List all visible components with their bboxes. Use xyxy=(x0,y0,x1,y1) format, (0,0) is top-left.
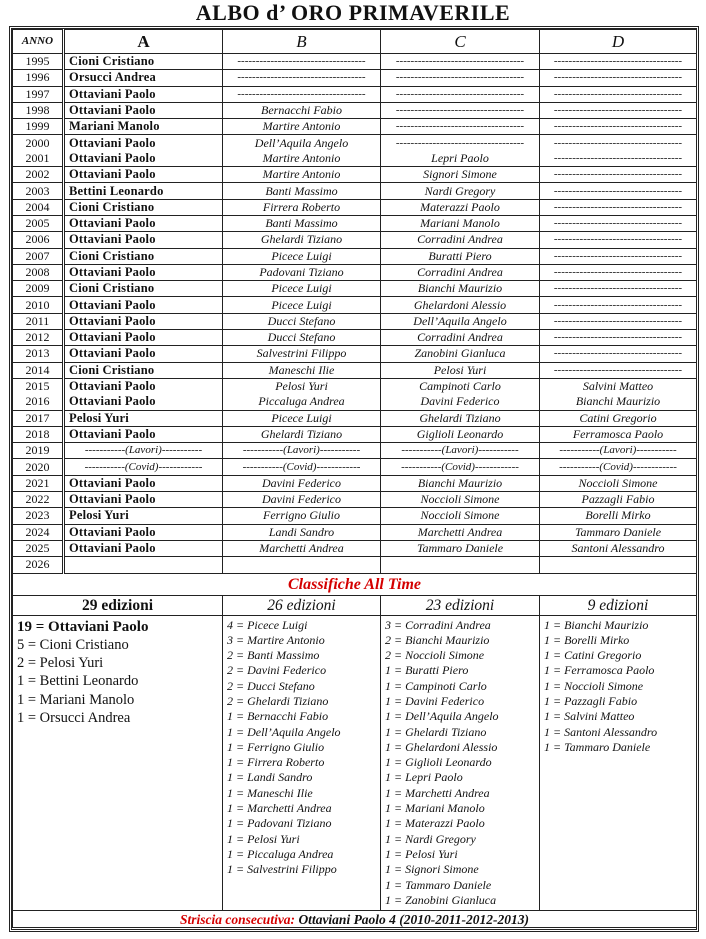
ranking-entry: 1 = Bernacchi Fabio xyxy=(227,709,329,724)
ranking-list-b xyxy=(223,615,381,911)
cell-d-empty: ----------------------------------- xyxy=(540,167,697,183)
year-cell: 2000 xyxy=(13,135,64,151)
cell-c: Lepri Paolo xyxy=(381,151,540,167)
year-cell: 2015 xyxy=(13,378,64,394)
year-cell: 2026 xyxy=(13,557,64,573)
cell-a: Ottaviani Paolo xyxy=(64,86,223,102)
year-row xyxy=(13,232,697,248)
cell-c-empty: ----------------------------------- xyxy=(381,54,540,70)
header-row xyxy=(13,30,697,54)
ranking-entry: 1 = Ferrigno Giulio xyxy=(227,739,325,754)
year-cell: 2013 xyxy=(13,346,64,362)
cell-a: Ottaviani Paolo xyxy=(64,394,223,410)
year-row xyxy=(13,297,697,313)
cell-a: Cioni Cristiano xyxy=(64,54,223,70)
cell-a: Ottaviani Paolo xyxy=(64,102,223,118)
cell-d-empty: ----------------------------------- xyxy=(540,362,697,378)
year-row xyxy=(13,199,697,215)
cell-c-empty: ----------------------------------- xyxy=(381,102,540,118)
year-cell: 2016 xyxy=(13,394,64,410)
cell-c: Nardi Gregory xyxy=(381,183,540,199)
cell-d: -----------(Covid)------------ xyxy=(540,459,697,475)
ranking-entry: 1 = Tammaro Daniele xyxy=(385,877,492,892)
year-cell: 2023 xyxy=(13,508,64,524)
cell-c: Buratti Piero xyxy=(381,248,540,264)
cell-b: Martire Antonio xyxy=(223,151,381,167)
ranking-entry: 2 = Ghelardi Tiziano xyxy=(227,693,329,708)
cell-d-empty: ----------------------------------- xyxy=(540,281,697,297)
ranking-entry: 1 = Catini Gregorio xyxy=(544,648,642,663)
albo-table xyxy=(12,29,697,928)
cell-a: Ottaviani Paolo xyxy=(64,426,223,442)
year-cell: 2014 xyxy=(13,362,64,378)
editions-c: 23 edizioni xyxy=(381,595,540,615)
year-row xyxy=(13,410,697,426)
cell-c: Dell’Aquila Angelo xyxy=(381,313,540,329)
year-cell: 2025 xyxy=(13,540,64,556)
cell-b: Banti Massimo xyxy=(223,183,381,199)
cell-b: Ducci Stefano xyxy=(223,313,381,329)
year-cell: 2011 xyxy=(13,313,64,329)
cell-b-empty: ----------------------------------- xyxy=(223,86,381,102)
year-row xyxy=(13,70,697,86)
year-cell: 2019 xyxy=(13,443,64,459)
editions-d: 9 edizioni xyxy=(540,595,697,615)
cell-b xyxy=(223,557,381,573)
cell-a xyxy=(64,557,223,573)
year-cell: 2007 xyxy=(13,248,64,264)
cell-d-empty: ----------------------------------- xyxy=(540,119,697,135)
year-row xyxy=(13,313,697,329)
year-cell: 2010 xyxy=(13,297,64,313)
year-row xyxy=(13,151,697,167)
ranking-entry: 1 = Santoni Alessandro xyxy=(544,724,658,739)
ranking-entry: 1 = Campinoti Carlo xyxy=(385,678,487,693)
cell-a: Ottaviani Paolo xyxy=(64,135,223,151)
ranking-entry: 1 = Pazzagli Fabio xyxy=(544,693,638,708)
ranking-entry: 1 = Pelosi Yuri xyxy=(385,846,458,861)
cell-b: Pelosi Yuri xyxy=(223,378,381,394)
cell-c: Mariani Manolo xyxy=(381,215,540,231)
ranking-entry: 1 = Mariani Manolo xyxy=(385,801,485,816)
ranking-entry: 1 = Materazzi Paolo xyxy=(385,816,485,831)
year-cell: 2022 xyxy=(13,492,64,508)
ranking-entry: 3 = Martire Antonio xyxy=(227,632,325,647)
year-cell: 2021 xyxy=(13,475,64,491)
ranking-entry: 2 = Pelosi Yuri xyxy=(17,655,104,672)
ranking-entry: 1 = Salvestrini Filippo xyxy=(227,862,337,877)
cell-b: Ducci Stefano xyxy=(223,330,381,346)
cell-c: Tammaro Daniele xyxy=(381,540,540,556)
year-row xyxy=(13,426,697,442)
year-cell: 2004 xyxy=(13,199,64,215)
ranking-entry: 1 = Bettini Leonardo xyxy=(17,673,139,690)
ranking-entry: 5 = Cioni Cristiano xyxy=(17,636,129,653)
ranking-entry: 2 = Davini Federico xyxy=(227,663,327,678)
year-cell: 2024 xyxy=(13,524,64,540)
cell-a: Bettini Leonardo xyxy=(64,183,223,199)
cell-c: Signori Simone xyxy=(381,167,540,183)
cell-a: Mariani Manolo xyxy=(64,119,223,135)
year-row xyxy=(13,378,697,394)
cell-a: Cioni Cristiano xyxy=(64,248,223,264)
cell-a: Ottaviani Paolo xyxy=(64,346,223,362)
cell-a: Ottaviani Paolo xyxy=(64,313,223,329)
year-row xyxy=(13,362,697,378)
ranking-entry: 19 = Ottaviani Paolo xyxy=(17,618,149,635)
cell-a: -----------(Lavori)----------- xyxy=(64,443,223,459)
ranking-entry: 1 = Ghelardoni Alessio xyxy=(385,739,498,754)
year-cell: 2017 xyxy=(13,410,64,426)
page-title: ALBO d’ ORO PRIMAVERILE xyxy=(195,0,511,25)
year-row xyxy=(13,443,697,459)
year-row xyxy=(13,54,697,70)
year-cell: 2018 xyxy=(13,426,64,442)
year-row xyxy=(13,330,697,346)
cell-d-empty: ----------------------------------- xyxy=(540,330,697,346)
ranking-entry: 1 = Nardi Gregory xyxy=(385,831,476,846)
ranking-entry: 1 = Bianchi Maurizio xyxy=(544,617,649,632)
cell-b: Landi Sandro xyxy=(223,524,381,540)
year-row xyxy=(13,119,697,135)
cell-d: Catini Gregorio xyxy=(540,410,697,426)
cell-d: Bianchi Maurizio xyxy=(540,394,697,410)
cell-b: Marchetti Andrea xyxy=(223,540,381,556)
cell-c: Giglioli Leonardo xyxy=(381,426,540,442)
cell-a: Ottaviani Paolo xyxy=(64,264,223,280)
cell-d xyxy=(540,557,697,573)
cell-c: Noccioli Simone xyxy=(381,492,540,508)
ranking-entry: 1 = Noccioli Simone xyxy=(544,678,644,693)
cell-b: Martire Antonio xyxy=(223,167,381,183)
ranking-entry: 1 = Buratti Piero xyxy=(385,663,469,678)
cell-d-empty: ----------------------------------- xyxy=(540,151,697,167)
rankings-row xyxy=(13,615,697,911)
cell-a: Pelosi Yuri xyxy=(64,508,223,524)
cell-d-empty: ----------------------------------- xyxy=(540,215,697,231)
ranking-entry: 1 = Zanobini Gianluca xyxy=(385,892,497,907)
year-row xyxy=(13,394,697,410)
ranking-entry: 1 = Ghelardi Tiziano xyxy=(385,724,487,739)
striscia-cell xyxy=(13,911,697,928)
ranking-entry: 2 = Bianchi Maurizio xyxy=(385,632,490,647)
cell-a: Ottaviani Paolo xyxy=(64,151,223,167)
cell-a: Ottaviani Paolo xyxy=(64,232,223,248)
classifiche-title: Classifiche All Time xyxy=(13,573,697,595)
ranking-entry: 1 = Giglioli Leonardo xyxy=(385,755,492,770)
cell-c: Ghelardoni Alessio xyxy=(381,297,540,313)
cell-b: Davini Federico xyxy=(223,475,381,491)
year-row xyxy=(13,508,697,524)
cell-d-empty: ----------------------------------- xyxy=(540,248,697,264)
year-row xyxy=(13,459,697,475)
cell-c: Bianchi Maurizio xyxy=(381,281,540,297)
cell-d-empty: ----------------------------------- xyxy=(540,199,697,215)
cell-d-empty: ----------------------------------- xyxy=(540,54,697,70)
header-d: D xyxy=(540,30,697,54)
editions-b: 26 edizioni xyxy=(223,595,381,615)
ranking-entry: 1 = Dell’Aquila Angelo xyxy=(385,709,499,724)
year-cell: 1998 xyxy=(13,102,64,118)
ranking-entry: 3 = Corradini Andrea xyxy=(385,617,491,632)
year-row xyxy=(13,557,697,573)
cell-b: Bernacchi Fabio xyxy=(223,102,381,118)
year-cell: 2006 xyxy=(13,232,64,248)
year-row xyxy=(13,346,697,362)
year-cell: 2001 xyxy=(13,151,64,167)
cell-d: Santoni Alessandro xyxy=(540,540,697,556)
cell-c: Zanobini Gianluca xyxy=(381,346,540,362)
cell-c: Bianchi Maurizio xyxy=(381,475,540,491)
cell-c: Corradini Andrea xyxy=(381,264,540,280)
cell-b: -----------(Lavori)----------- xyxy=(223,443,381,459)
cell-a: Ottaviani Paolo xyxy=(64,378,223,394)
cell-b: Firrera Roberto xyxy=(223,199,381,215)
cell-b: Dell’Aquila Angelo xyxy=(223,135,381,151)
ranking-entry: 1 = Pelosi Yuri xyxy=(227,831,300,846)
ranking-list-d xyxy=(540,615,697,911)
ranking-entry: 1 = Maneschi Ilie xyxy=(227,785,313,800)
editions-row xyxy=(13,595,697,615)
ranking-entry: 1 = Tammaro Daniele xyxy=(544,739,651,754)
year-row xyxy=(13,524,697,540)
ranking-entry: 1 = Borelli Mirko xyxy=(544,632,630,647)
year-row xyxy=(13,183,697,199)
ranking-entry: 2 = Banti Massimo xyxy=(227,648,320,663)
ranking-entry: 1 = Lepri Paolo xyxy=(385,770,463,785)
year-cell: 2020 xyxy=(13,459,64,475)
ranking-entry: 1 = Firrera Roberto xyxy=(227,755,325,770)
cell-b: Ferrigno Giulio xyxy=(223,508,381,524)
cell-b-empty: ----------------------------------- xyxy=(223,54,381,70)
ranking-entry: 4 = Picece Luigi xyxy=(227,617,308,632)
cell-a: -----------(Covid)------------ xyxy=(64,459,223,475)
cell-d: -----------(Lavori)----------- xyxy=(540,443,697,459)
year-row xyxy=(13,540,697,556)
ranking-list-c xyxy=(381,615,540,911)
cell-d: Pazzagli Fabio xyxy=(540,492,697,508)
cell-d: Tammaro Daniele xyxy=(540,524,697,540)
year-row xyxy=(13,135,697,151)
cell-c: Pelosi Yuri xyxy=(381,362,540,378)
cell-c: Noccioli Simone xyxy=(381,508,540,524)
cell-a: Ottaviani Paolo xyxy=(64,475,223,491)
cell-d-empty: ----------------------------------- xyxy=(540,183,697,199)
cell-c: Campinoti Carlo xyxy=(381,378,540,394)
striscia-row xyxy=(13,911,697,928)
cell-c-empty: ----------------------------------- xyxy=(381,70,540,86)
ranking-entry: 1 = Signori Simone xyxy=(385,862,479,877)
albo-table-frame xyxy=(9,26,699,932)
cell-d-empty: ----------------------------------- xyxy=(540,232,697,248)
year-cell: 2008 xyxy=(13,264,64,280)
ranking-entry: 1 = Davini Federico xyxy=(385,693,485,708)
cell-b: Piccaluga Andrea xyxy=(223,394,381,410)
year-row xyxy=(13,102,697,118)
cell-c: Ghelardi Tiziano xyxy=(381,410,540,426)
year-cell: 2012 xyxy=(13,330,64,346)
year-row xyxy=(13,215,697,231)
ranking-entry: 1 = Landi Sandro xyxy=(227,770,313,785)
cell-c: Materazzi Paolo xyxy=(381,199,540,215)
year-row xyxy=(13,264,697,280)
cell-d: Salvini Matteo xyxy=(540,378,697,394)
ranking-entry: 1 = Padovani Tiziano xyxy=(227,816,332,831)
cell-c: Corradini Andrea xyxy=(381,232,540,248)
cell-a: Ottaviani Paolo xyxy=(64,524,223,540)
cell-b: Martire Antonio xyxy=(223,119,381,135)
ranking-entry: 1 = Orsucci Andrea xyxy=(17,709,131,726)
cell-b: Davini Federico xyxy=(223,492,381,508)
year-cell: 2009 xyxy=(13,281,64,297)
cell-a: Ottaviani Paolo xyxy=(64,492,223,508)
ranking-entry: 1 = Marchetti Andrea xyxy=(227,801,332,816)
cell-b: Picece Luigi xyxy=(223,297,381,313)
ranking-list-a xyxy=(13,615,223,911)
classifiche-title-row xyxy=(13,573,697,595)
cell-a: Cioni Cristiano xyxy=(64,362,223,378)
cell-d: Noccioli Simone xyxy=(540,475,697,491)
ranking-entry: 1 = Piccaluga Andrea xyxy=(227,846,334,861)
editions-a: 29 edizioni xyxy=(13,595,223,615)
year-cell: 1995 xyxy=(13,54,64,70)
cell-a: Ottaviani Paolo xyxy=(64,540,223,556)
cell-c: -----------(Covid)------------ xyxy=(381,459,540,475)
cell-b: Maneschi Ilie xyxy=(223,362,381,378)
cell-c xyxy=(381,557,540,573)
cell-c-empty: ----------------------------------- xyxy=(381,119,540,135)
year-row xyxy=(13,248,697,264)
year-row xyxy=(13,167,697,183)
cell-d: Borelli Mirko xyxy=(540,508,697,524)
striscia-label: Striscia consecutiva: xyxy=(179,911,296,927)
cell-c-empty: ----------------------------------- xyxy=(381,86,540,102)
ranking-entry: 2 = Noccioli Simone xyxy=(385,648,485,663)
year-cell: 1999 xyxy=(13,119,64,135)
cell-d-empty: ----------------------------------- xyxy=(540,346,697,362)
cell-b: Ghelardi Tiziano xyxy=(223,232,381,248)
ranking-entry: 1 = Mariani Manolo xyxy=(17,691,135,708)
header-a: A xyxy=(64,30,223,54)
cell-c: Marchetti Andrea xyxy=(381,524,540,540)
header-anno: ANNO xyxy=(13,30,64,54)
cell-d-empty: ----------------------------------- xyxy=(540,313,697,329)
cell-b: Banti Massimo xyxy=(223,215,381,231)
cell-d-empty: ----------------------------------- xyxy=(540,297,697,313)
cell-b: Picece Luigi xyxy=(223,410,381,426)
year-row xyxy=(13,281,697,297)
cell-b: Padovani Tiziano xyxy=(223,264,381,280)
year-row xyxy=(13,492,697,508)
cell-a: Ottaviani Paolo xyxy=(64,215,223,231)
cell-d-empty: ----------------------------------- xyxy=(540,86,697,102)
cell-b: Salvestrini Filippo xyxy=(223,346,381,362)
year-row xyxy=(13,475,697,491)
cell-c: Corradini Andrea xyxy=(381,330,540,346)
cell-a: Orsucci Andrea xyxy=(64,70,223,86)
cell-a: Ottaviani Paolo xyxy=(64,167,223,183)
cell-a: Cioni Cristiano xyxy=(64,199,223,215)
year-cell: 2002 xyxy=(13,167,64,183)
striscia-value: Ottaviani Paolo 4 (2010-2011-2012-2013) xyxy=(298,911,530,927)
cell-c: Davini Federico xyxy=(381,394,540,410)
cell-d: Ferramosca Paolo xyxy=(540,426,697,442)
cell-d-empty: ----------------------------------- xyxy=(540,102,697,118)
ranking-entry: 1 = Marchetti Andrea xyxy=(385,785,490,800)
cell-b-empty: ----------------------------------- xyxy=(223,70,381,86)
cell-a: Cioni Cristiano xyxy=(64,281,223,297)
year-cell: 2003 xyxy=(13,183,64,199)
header-c: C xyxy=(381,30,540,54)
header-b: B xyxy=(223,30,381,54)
cell-a: Ottaviani Paolo xyxy=(64,330,223,346)
ranking-entry: 1 = Ferramosca Paolo xyxy=(544,663,655,678)
ranking-entry: 1 = Dell’Aquila Angelo xyxy=(227,724,341,739)
cell-d-empty: ----------------------------------- xyxy=(540,70,697,86)
year-row xyxy=(13,86,697,102)
ranking-entry: 2 = Ducci Stefano xyxy=(227,678,315,693)
cell-d-empty: ----------------------------------- xyxy=(540,135,697,151)
cell-a: Pelosi Yuri xyxy=(64,410,223,426)
year-cell: 1997 xyxy=(13,86,64,102)
year-cell: 2005 xyxy=(13,215,64,231)
cell-c: -----------(Lavori)----------- xyxy=(381,443,540,459)
cell-c-empty: ----------------------------------- xyxy=(381,135,540,151)
cell-b: -----------(Covid)------------ xyxy=(223,459,381,475)
ranking-entry: 1 = Salvini Matteo xyxy=(544,709,635,724)
year-cell: 1996 xyxy=(13,70,64,86)
cell-b: Picece Luigi xyxy=(223,281,381,297)
cell-a: Ottaviani Paolo xyxy=(64,297,223,313)
cell-d-empty: ----------------------------------- xyxy=(540,264,697,280)
cell-b: Picece Luigi xyxy=(223,248,381,264)
cell-b: Ghelardi Tiziano xyxy=(223,426,381,442)
